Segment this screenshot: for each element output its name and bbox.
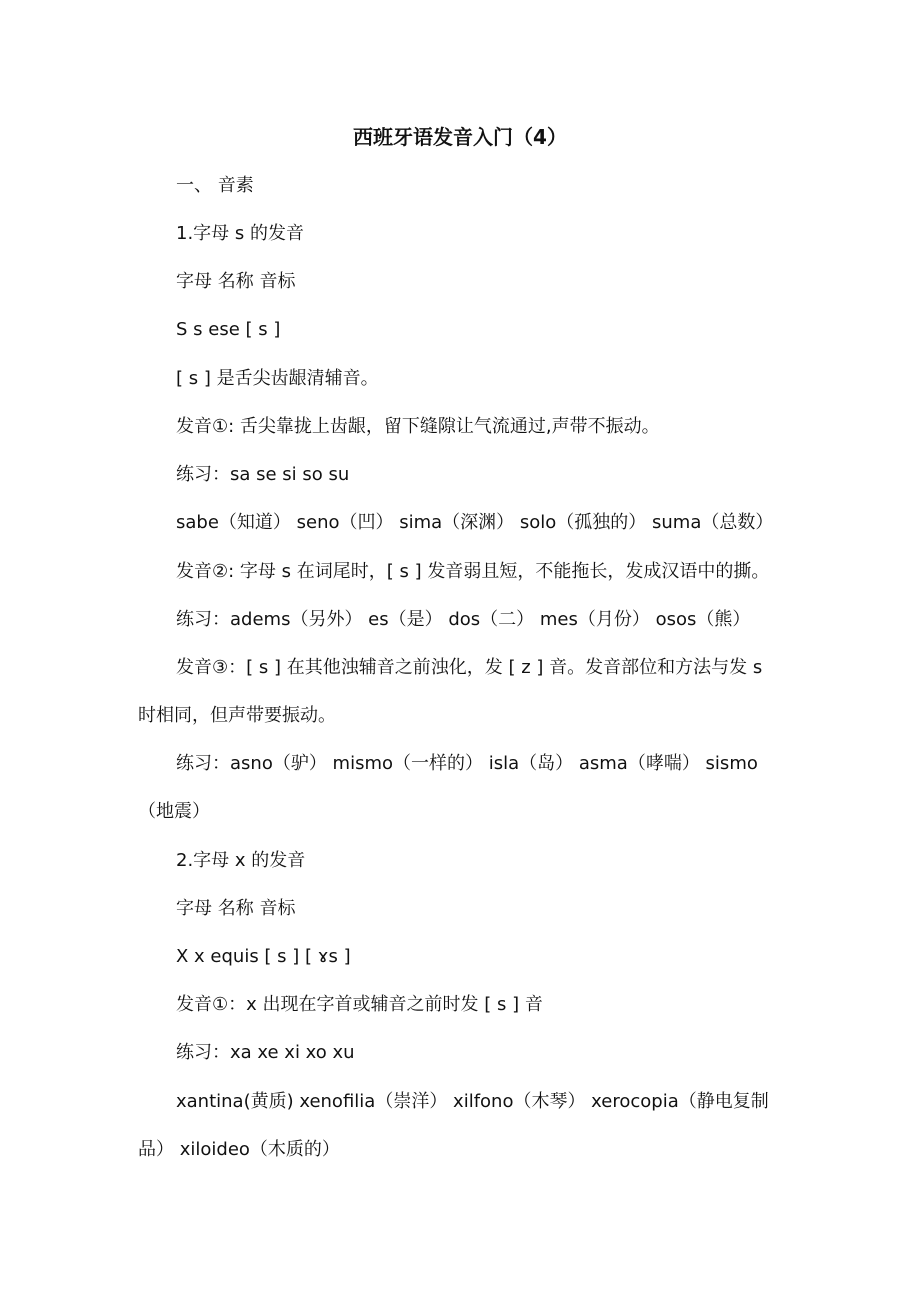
- table-header-line: 字母 名称 音标: [176, 271, 296, 292]
- paragraph-line: 发音③：[ s ] 在其他浊辅音之前浊化，发 [ z ] 音。发音部位和方法与发 s: [176, 657, 763, 678]
- paragraph-line: 发音①：x 出现在字首或辅音之前时发 [ s ] 音: [176, 994, 543, 1015]
- paragraph-line: [ s ] 是舌尖齿龈清辅音。: [176, 368, 379, 389]
- paragraph-line: 发音②: 字母 s 在词尾时，[ s ] 发音弱且短，不能拖长，发成汉语中的撕。: [176, 561, 770, 582]
- subsection-heading-letter-s: 1.字母 s 的发音: [176, 223, 304, 244]
- vocabulary-line: xantina(黄质) xenofilia（崇洋） xilfono（木琴） xerocopia（静电复制: [176, 1091, 769, 1112]
- section-heading-phonemes: 一、 音素: [176, 175, 254, 196]
- letter-x-row: X x equis [ s ] [ ɤs ]: [176, 946, 351, 967]
- table-header-line: 字母 名称 音标: [176, 898, 296, 919]
- letter-s-row: S s ese [ s ]: [176, 319, 281, 340]
- paragraph-line-continuation: 时相同，但声带要振动。: [138, 705, 336, 726]
- practice-line-continuation: （地震）: [138, 801, 210, 822]
- vocabulary-line: sabe（知道） seno（凹） sima（深渊） solo（孤独的） suma（总数）: [176, 512, 774, 533]
- practice-line: 练习：sa se si so su: [176, 464, 350, 485]
- paragraph-line: 发音①: 舌尖靠拢上齿龈，留下缝隙让气流通过,声带不振动。: [176, 416, 660, 437]
- practice-line: 练习：xa xe xi xo xu: [176, 1042, 355, 1063]
- practice-line: 练习：adems（另外） es（是） dos（二） mes（月份） osos（熊）: [176, 609, 751, 630]
- practice-line: 练习：asno（驴） mismo（一样的） isla（岛） asma（哮喘） sismo: [176, 753, 758, 774]
- vocabulary-line-continuation: 品） xiloideo（木质的）: [138, 1139, 340, 1160]
- document-title: 西班牙语发音入门（4）: [353, 125, 567, 149]
- subsection-heading-letter-x: 2.字母 x 的发音: [176, 850, 306, 871]
